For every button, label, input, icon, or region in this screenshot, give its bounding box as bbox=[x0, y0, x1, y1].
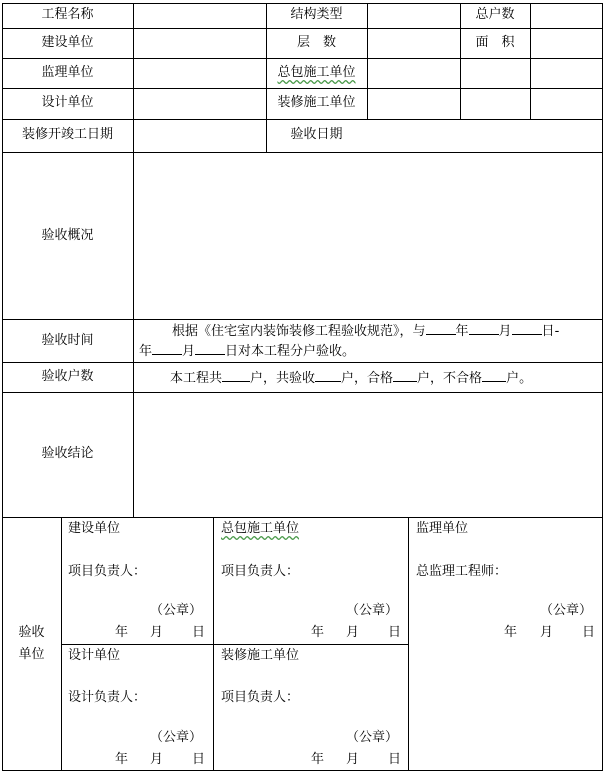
row-line bbox=[2, 517, 603, 518]
month-text: 月 bbox=[182, 344, 196, 359]
unit-person: 设计负责人： bbox=[68, 690, 147, 705]
household-count-text: 本工程共 bbox=[170, 371, 223, 386]
row-line bbox=[2, 362, 603, 363]
label-construction-unit: 建设单位 bbox=[41, 35, 94, 50]
dash-text: - bbox=[554, 324, 560, 339]
row-line bbox=[2, 119, 603, 120]
blank-field bbox=[482, 369, 506, 382]
col-line bbox=[61, 517, 62, 771]
row-line bbox=[2, 392, 603, 393]
year-text: 年 bbox=[455, 324, 469, 339]
household-count-text: 户，合格 bbox=[341, 371, 394, 386]
label-supervision-unit: 监理单位 bbox=[41, 65, 94, 80]
unit-person: 项目负责人： bbox=[221, 690, 300, 705]
border-top bbox=[2, 3, 603, 4]
unit-person: 项目负责人： bbox=[221, 564, 300, 579]
col-line bbox=[530, 3, 531, 120]
date-month: 月 bbox=[346, 752, 360, 767]
unit-title: 装修施工单位 bbox=[221, 648, 300, 663]
border-bottom bbox=[2, 770, 603, 771]
label-total-households: 总户数 bbox=[475, 7, 515, 22]
row-line bbox=[2, 28, 603, 29]
col-line bbox=[367, 3, 368, 120]
row-line bbox=[61, 644, 409, 645]
blank-field bbox=[315, 369, 341, 382]
seal-text: （公章） bbox=[150, 730, 203, 745]
unit-title: 建设单位 bbox=[68, 521, 121, 536]
date-year: 年 bbox=[311, 625, 325, 640]
label-area: 面 积 bbox=[475, 35, 515, 50]
blank-field bbox=[195, 342, 225, 355]
row-line bbox=[2, 319, 603, 320]
acceptance-time-text: 根据《住宅室内装饰装修工程验收规范》，与 bbox=[172, 324, 426, 339]
date-day: 日 bbox=[582, 625, 596, 640]
household-count-line bbox=[170, 369, 532, 387]
acceptance-time-line-1 bbox=[172, 322, 559, 340]
household-count-text: 户，共验收 bbox=[250, 371, 316, 386]
date-month: 月 bbox=[346, 625, 360, 640]
label-overview: 验收概况 bbox=[41, 228, 94, 243]
label-household-count: 验收户数 bbox=[41, 369, 94, 384]
date-year: 年 bbox=[115, 625, 129, 640]
col-line bbox=[213, 517, 214, 771]
unit-title: 设计单位 bbox=[68, 648, 121, 663]
label-acceptance-time: 验收时间 bbox=[41, 333, 94, 348]
date-year: 年 bbox=[504, 625, 518, 640]
col-line bbox=[133, 3, 134, 518]
date-day: 日 bbox=[388, 752, 402, 767]
day-text: 日 bbox=[541, 324, 555, 339]
seal-text: （公章） bbox=[346, 730, 399, 745]
blank-field bbox=[426, 322, 456, 335]
household-count-text: 户。 bbox=[506, 371, 533, 386]
year-text: 年 bbox=[139, 344, 153, 359]
blank-field bbox=[512, 322, 542, 335]
date-month: 月 bbox=[150, 752, 164, 767]
label-design-unit: 设计单位 bbox=[41, 95, 94, 110]
acceptance-time-line-2 bbox=[139, 342, 355, 360]
date-day: 日 bbox=[192, 625, 206, 640]
date-year: 年 bbox=[311, 752, 325, 767]
date-year: 年 bbox=[115, 752, 129, 767]
col-line bbox=[408, 517, 409, 771]
row-line bbox=[2, 88, 603, 89]
date-month: 月 bbox=[540, 625, 554, 640]
seal-text: （公章） bbox=[540, 603, 593, 618]
unit-title: 监理单位 bbox=[416, 521, 469, 536]
label-structure-type: 结构类型 bbox=[290, 7, 343, 22]
label-project-name: 工程名称 bbox=[41, 7, 94, 22]
date-month: 月 bbox=[150, 625, 164, 640]
unit-person: 项目负责人： bbox=[68, 564, 147, 579]
month-text: 月 bbox=[498, 324, 512, 339]
label-general-contractor: 总包施工单位 bbox=[277, 65, 356, 80]
blank-field bbox=[222, 369, 250, 382]
row-line bbox=[2, 58, 603, 59]
seal-text: （公章） bbox=[346, 603, 399, 618]
unit-title: 总包施工单位 bbox=[221, 521, 300, 536]
blank-field bbox=[393, 369, 417, 382]
label-units-2: 单位 bbox=[18, 647, 45, 662]
row-line bbox=[2, 152, 603, 153]
acceptance-form bbox=[2, 0, 603, 771]
label-conclusion: 验收结论 bbox=[41, 446, 94, 461]
label-acceptance-date: 验收日期 bbox=[290, 127, 343, 142]
household-count-text: 户，不合格 bbox=[417, 371, 483, 386]
label-decoration-contractor: 装修施工单位 bbox=[277, 95, 356, 110]
label-units-1: 验收 bbox=[18, 625, 45, 640]
label-decoration-dates: 装修开竣工日期 bbox=[21, 127, 113, 142]
blank-field bbox=[469, 322, 499, 335]
unit-person: 总监理工程师： bbox=[416, 564, 508, 579]
blank-field bbox=[152, 342, 182, 355]
seal-text: （公章） bbox=[150, 603, 203, 618]
border-right bbox=[602, 3, 603, 771]
label-floors: 层 数 bbox=[296, 35, 336, 50]
date-day: 日 bbox=[192, 752, 206, 767]
acceptance-time-end-text: 日对本工程分户验收。 bbox=[225, 344, 356, 359]
date-day: 日 bbox=[388, 625, 402, 640]
